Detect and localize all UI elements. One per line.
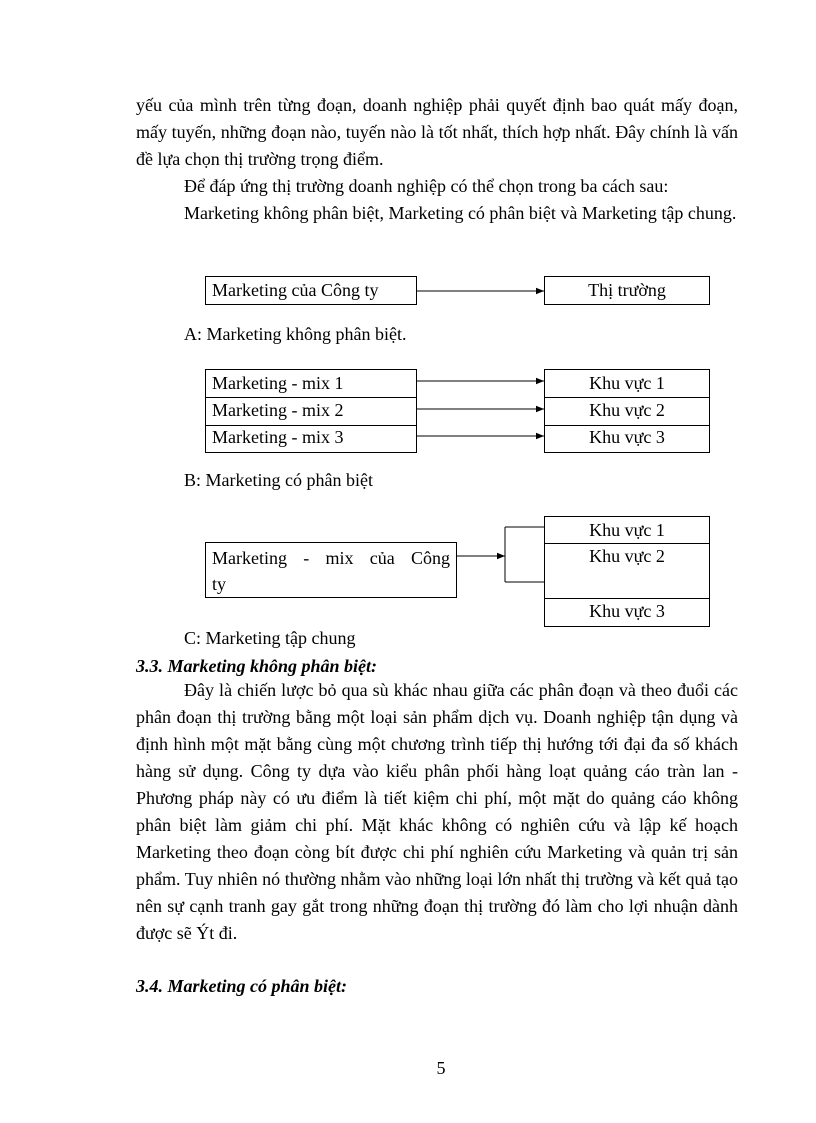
diagram-b-mix-2: Marketing - mix 2: [212, 400, 344, 420]
diagram-b-caption: B: Marketing có phân biệt: [184, 470, 373, 490]
diagram-a-caption: A: Marketing không phân biệt.: [184, 324, 407, 344]
diagram-c-company-box: [205, 542, 457, 598]
section-3-3-body: Đây là chiến lược bỏ qua sù khác nhau giữa các phân đoạn và theo đuổi các phân đoạn thị trường bằng một loại sản phẩm dịch vụ. Doanh nghiệp tận dụng và định hình một mặt bằng cùng một chương trình tiếp thị hướng tới đại đa số khách hàng sử dụng. Công ty dựa vào kiểu phân phối hàng loạt quảng cáo tràn lan - Phương pháp này có ưu điểm là tiết kiệm chi phí, một mặt do quảng cáo không phân biệt làm giảm chi phí. Mặt khác không có nghiên cứu và lập kế hoạch Marketing theo đoạn còng bít được chi phí nghiên cứu Marketing và quản trị sản phẩm. Tuy nhiên nó thường nhằm vào những loại lớn nhất thị trường và kết quả tạo nên sự cạnh tranh gay gắt trong những đoạn thị trường đó làm cho lợi nhuận dành được sẽ Ýt đi.: [136, 680, 738, 943]
diagram-c-region-3: Khu vực 3: [589, 601, 665, 621]
diagram-b-region-1: Khu vực 1: [589, 373, 665, 393]
diagram-a-market-box: [544, 276, 710, 305]
intro-paragraph-1: yếu của mình trên từng đoạn, doanh nghiệp phải quyết định bao quát mấy đoạn, mấy tuyến, những đoạn nào, tuyến nào là tốt nhất, thích hợp nhất. Đây chính là vấn đề lựa chọn thị trường trọng điểm.: [136, 95, 738, 169]
diagram-b-region-3: Khu vực 3: [589, 427, 665, 447]
diagram-b-mix-3: Marketing - mix 3: [212, 427, 344, 447]
diagram-b-mix-1: Marketing - mix 1: [212, 373, 344, 393]
diagram-b-region-group: [544, 369, 710, 453]
page-number: 5: [436, 1058, 446, 1078]
diagram-a-company-label: Marketing của Công ty: [212, 280, 379, 300]
diagram-b-region-2: Khu vực 2: [589, 400, 665, 420]
diagram-b-mix-group: [205, 369, 417, 453]
diagram-c-region-1: Khu vực 1: [589, 520, 665, 540]
diagram-c-caption: C: Marketing tập chung: [184, 628, 356, 648]
diagram-c-company-label-line1: Marketing - mix của Công: [212, 548, 450, 568]
diagram-c-region-group: [544, 516, 710, 627]
intro-paragraph-3: Marketing không phân biệt, Marketing có phân biệt và Marketing tập chung.: [184, 203, 737, 223]
diagram-c-company-label-line2: ty: [212, 574, 227, 594]
section-3-3-heading: 3.3. Marketing không phân biệt:: [136, 656, 378, 676]
diagram-c-region-2: Khu vực 2: [589, 546, 665, 566]
section-3-4-heading: 3.4. Marketing có phân biệt:: [136, 976, 348, 996]
diagram-a-market-label: Thị trường: [588, 280, 666, 300]
diagram-a-company-box: [205, 276, 417, 305]
intro-paragraph-2: Để đáp ứng thị trường doanh nghiệp có thể chọn trong ba cách sau:: [184, 176, 669, 196]
